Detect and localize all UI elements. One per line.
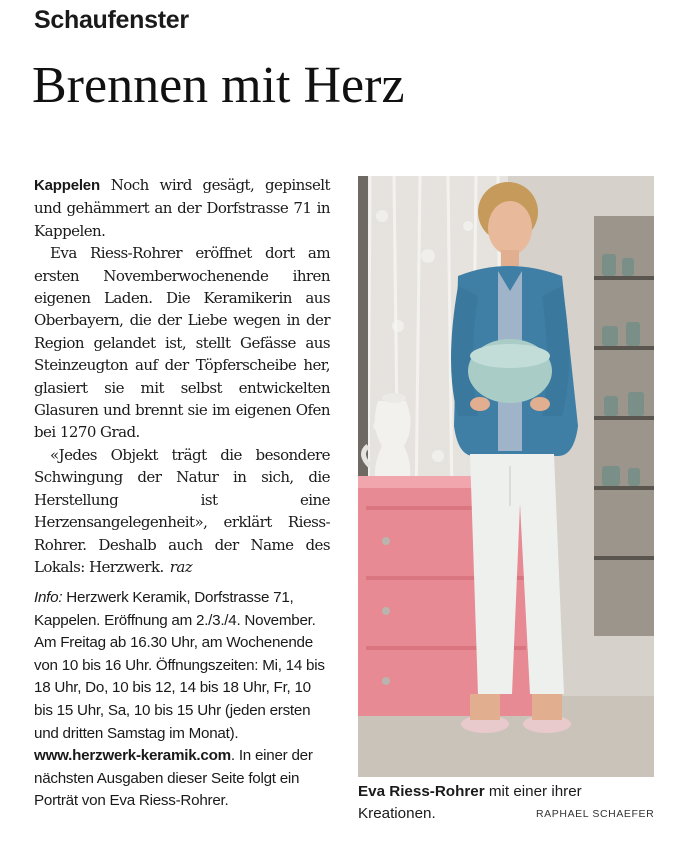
website-link[interactable]: www.herzwerk-keramik.com <box>34 747 231 765</box>
photo-credit: RAPHAEL SCHAEFER <box>536 808 655 820</box>
caption-text: mit einer ihrer Kreationen. <box>358 783 582 822</box>
article-paragraph-3-wrap <box>34 444 330 578</box>
info-box <box>34 587 330 813</box>
photo-illustration <box>358 176 654 777</box>
caption-name: Eva Riess-Rohrer <box>358 783 485 800</box>
article-photo <box>358 176 654 777</box>
info-label: Info: <box>34 589 63 606</box>
article-body <box>34 174 330 578</box>
headline: Brennen mit Herz <box>32 57 405 114</box>
article-lead-paragraph <box>34 174 330 242</box>
section-kicker: Schaufenster <box>34 6 189 34</box>
author-initials: raz <box>169 557 193 576</box>
article-paragraph-3: «Jedes Objekt trägt die besondere Schwingung der Natur in sich, die Herstellung ist eine Herzensangelegenheit», erklärt Riess-Rohrer. Deshalb auch der Name des Lokals: Herzwerk. <box>34 445 330 576</box>
info-text: Herzwerk Keramik, Dorfstrasse 71, Kappelen. Eröffnung am 2./3./4. November. Am Freitag ab 16.30 Uhr, am Wochenende von 10 bis 16 Uhr. Öffnungszeiten: Mi, 14 bis 18 Uhr, Do, 10 bis 12, 14 bis 18 Uhr, Fr, 10 bis 15 Uhr, Sa, 10 bis 15 Uhr (jeden ersten und dritten Samstag im Monat). <box>34 589 325 742</box>
article-lead: Noch wird gesägt, gepinselt und gehämmert an der Dorfstrasse 71 in Kappelen. <box>34 176 330 240</box>
article-paragraph-2: Eva Riess-Rohrer eröffnet dort am ersten Novemberwochenende ihren eigenen Laden. Die Keramikerin aus Oberbayern, die der Liebe wegen in der Region gelandet ist, stellt Gefässe aus Steinzeugton auf der Töpferscheibe her, glasiert sie mit selbst entwickelten Glasuren und brennt sie im eigenen Ofen bei 1270 Grad. <box>34 244 330 442</box>
info-paragraph <box>34 587 330 813</box>
info-outro: . In einer der nächsten Ausgaben dieser Seite folgt ein Porträt von Eva Riess-Rohrer. <box>34 747 313 810</box>
dateline: Kappelen <box>34 177 100 194</box>
